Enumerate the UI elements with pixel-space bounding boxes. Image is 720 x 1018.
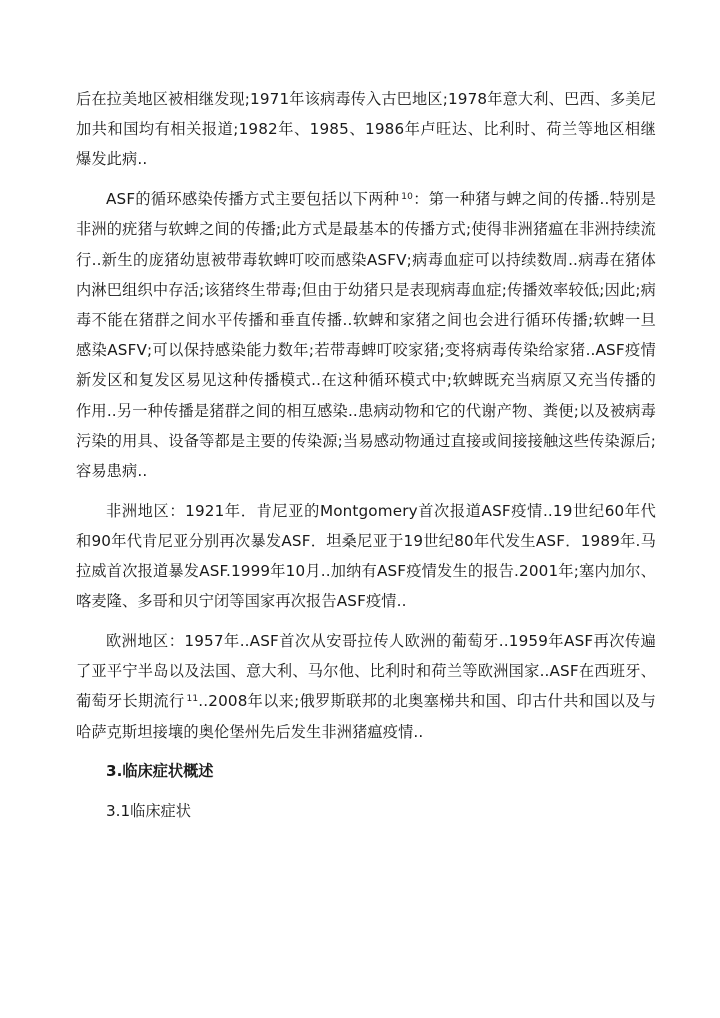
paragraph-africa-region: 非洲地区：1921年．肯尼亚的Montgomery首次报道ASF疫情..19世纪60年代和90年代肯尼亚分别再次暴发ASF．坦桑尼亚于19世纪80年代发生ASF．1989年.马拉威首次报道暴发ASF.1999年10月..加纳有ASF疫情发生的报告.2001年;塞内加尔、喀麦隆、多哥和贝宁闭等国家再次报告ASF疫情.. [76,501,656,611]
paragraph-text: 欧洲地区：1957年..ASF首次从安哥拉传人欧洲的葡萄牙..1959年ASF再次传遍了亚平宁半岛以及法国、意大利、马尔他、比利时和荷兰等欧洲国家..ASF在西班牙、葡萄牙长期流行 [76,631,656,711]
subsection-heading: 3.1临床症状 [106,801,191,820]
paragraph-europe-region [76,626,656,747]
paragraph-gap [76,786,656,796]
paragraph-transmission-modes [76,184,656,486]
paragraph-text: ASF的循环感染传播方式主要包括以下两种 [106,190,400,209]
paragraph-text: ：第一种猪与蜱之间的传播..特别是非洲的疣猪与软蜱之间的传播;此方式是最基本的传播方式;使得非洲猪瘟在非洲持续流行..新生的庞猪幼崽被带毒软蜱叮咬而感染ASFV;病毒血症可以持续数周..病毒在猪体内淋巴组织中存活;该猪终生带毒;但由于幼猪只是表现病毒血症;传播效率较低;因此;病毒不能在猪群之间水平传播和垂直传播..软蜱和家猪之间也会进行循环传播;软蜱一旦感染ASFV;可以保持感染能力数年;若带毒蜱叮咬家猪;变将病毒传染给家猪..ASF疫情新发区和复发区易见这种传播模式..在这种循环模式中;软蜱既充当病原又充当传播的作用..另一种传播是猪群之间的相互感染..患病动物和它的代谢产物、粪便;以及被病毒污染的用具、设备等都是主要的传染源;当易感动物通过直接或间接接触这些传染源后;容易患病.. [76,190,656,480]
citation-ref: 11 [186,694,199,705]
paragraph-text: ..2008年以来;俄罗斯联邦的北奥塞梯共和国、印古什共和国以及与哈萨克斯坦接壤的奥伦堡州先后发生非洲猪瘟疫情.. [76,692,656,741]
section-heading: 3.临床症状概述 [106,762,214,781]
paragraph-gap [76,616,656,626]
paragraph-gap [76,486,656,496]
paragraph-gap [76,747,656,757]
paragraph-gap [76,175,656,185]
citation-ref: 10 [401,192,414,203]
paragraph-spread-history: 后在拉美地区被相继发现;1971年该病毒传入古巴地区;1978年意大利、巴西、多美尼加共和国均有相关报道;1982年、1985、1986年卢旺达、比利时、荷兰等地区相继爆发此病.. [76,90,656,169]
document-page [76,84,656,826]
